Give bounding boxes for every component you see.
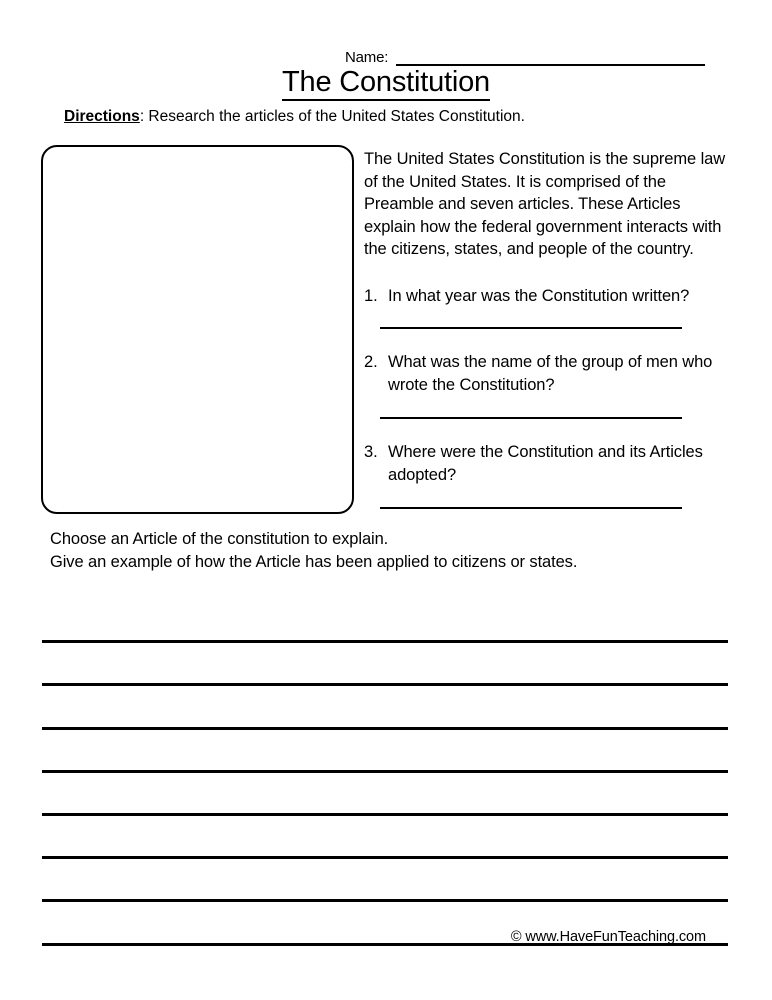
writing-prompt-line-2: Give an example of how the Article has been applied to citizens or states. [50,552,578,571]
content-column [364,148,736,509]
writing-line[interactable] [42,773,728,816]
writing-prompt-line-1: Choose an Article of the constitution to explain. [50,530,389,548]
writing-line[interactable] [42,600,728,643]
footer-copyright: © www.HaveFunTeaching.com [510,929,706,945]
directions-label: Directions [64,108,140,125]
question-list [364,285,736,510]
drawing-box[interactable] [41,145,354,514]
question-number: 1. [364,286,378,305]
intro-paragraph: The United States Constitution is the supreme law of the United States. It is comprised of the Preamble and seven articles. These Articles explain how the federal government interacts with the citizens, states, and people of the country. [364,150,726,258]
directions [64,107,525,126]
writing-line[interactable] [42,730,728,773]
writing-line[interactable] [42,816,728,859]
question-item [364,441,736,509]
question-row [364,441,736,486]
page-title [0,66,772,99]
writing-line[interactable] [42,859,728,902]
question-row [364,285,736,308]
writing-lines [42,600,728,946]
writing-prompt [50,528,750,573]
answer-blank[interactable] [380,417,682,419]
writing-line[interactable] [42,686,728,729]
question-item [364,285,736,330]
question-number: 3. [364,443,378,461]
question-row [364,351,736,396]
question-item [364,351,736,419]
answer-blank[interactable] [380,327,682,329]
page-title-text: The Constitution [282,66,490,101]
directions-text: : Research the articles of the United States Constitution. [139,108,525,125]
answer-blank[interactable] [380,507,682,509]
name-input-blank[interactable] [396,51,705,66]
question-number: 2. [364,353,378,371]
name-label: Name: [345,49,389,66]
name-field-row [345,44,705,66]
writing-line[interactable] [42,643,728,686]
question-text: What was the name of the group of men who wrote the Constitution? [388,353,713,394]
question-text: Where were the Constitution and its Articles adopted? [388,443,703,484]
question-text: In what year was the Constitution written? [388,286,690,305]
